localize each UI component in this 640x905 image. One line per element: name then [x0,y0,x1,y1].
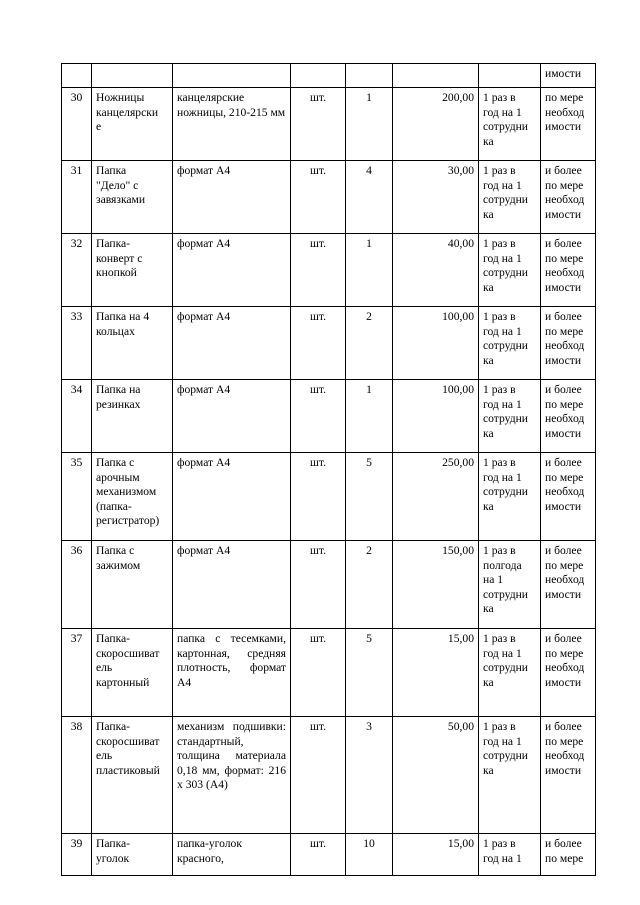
item-note: и более по мере необход имости [541,717,596,834]
table-row [62,64,596,88]
item-description: папка-уголок красного, [173,834,291,876]
item-number: 39 [62,834,92,876]
item-quantity [346,64,393,88]
table-row [62,161,596,234]
item-description: формат А4 [173,380,291,453]
item-unit: шт. [291,161,346,234]
item-note: и более по мере необход имости [541,541,596,629]
item-unit: шт. [291,453,346,541]
item-number: 34 [62,380,92,453]
item-price: 200,00 [393,88,479,161]
item-quantity: 1 [346,234,393,307]
table-row [62,234,596,307]
item-quantity: 3 [346,717,393,834]
item-quantity: 5 [346,629,393,717]
item-unit: шт. [291,88,346,161]
item-frequency [479,64,541,88]
item-price: 40,00 [393,234,479,307]
item-number: 35 [62,453,92,541]
item-price: 30,00 [393,161,479,234]
item-number: 36 [62,541,92,629]
item-number: 38 [62,717,92,834]
item-number: 33 [62,307,92,380]
item-frequency: 1 раз в год на 1 сотрудни ка [479,629,541,717]
item-description [173,64,291,88]
item-name: Папка- уголок [92,834,173,876]
item-number: 31 [62,161,92,234]
item-price: 50,00 [393,717,479,834]
item-price: 100,00 [393,380,479,453]
item-price: 15,00 [393,834,479,876]
item-quantity: 5 [346,453,393,541]
item-name: Папка- конверт с кнопкой [92,234,173,307]
item-name: Папка на 4 кольцах [92,307,173,380]
item-number: 30 [62,88,92,161]
item-price: 150,00 [393,541,479,629]
item-unit: шт. [291,629,346,717]
item-quantity: 2 [346,307,393,380]
item-note: и более по мере необход имости [541,380,596,453]
item-price: 100,00 [393,307,479,380]
table-row [62,307,596,380]
item-frequency: 1 раз в год на 1 сотрудни ка [479,453,541,541]
item-frequency: 1 раз в год на 1 сотрудни ка [479,717,541,834]
item-note: и более по мере необход имости [541,307,596,380]
item-name: Папка "Дело" с завязками [92,161,173,234]
item-quantity: 1 [346,88,393,161]
item-name: Папка с зажимом [92,541,173,629]
table-row [62,834,596,876]
table-row [62,541,596,629]
item-quantity: 2 [346,541,393,629]
item-description: формат А4 [173,234,291,307]
item-frequency: 1 раз в год на 1 сотрудни ка [479,234,541,307]
item-unit: шт. [291,234,346,307]
item-unit: шт. [291,834,346,876]
item-quantity: 10 [346,834,393,876]
item-unit: шт. [291,541,346,629]
item-frequency: 1 раз в год на 1 сотрудни ка [479,161,541,234]
item-description: механизм подшивки: стандартный, толщина материала 0,18 мм, формат: 216 x 303 (А4) [173,717,291,834]
item-name: Ножницы канцелярски е [92,88,173,161]
table-row [62,380,596,453]
item-name [92,64,173,88]
table-row [62,453,596,541]
item-description: формат А4 [173,161,291,234]
item-note: по мере необход имости [541,88,596,161]
item-description: формат А4 [173,307,291,380]
item-name: Папка- скоросшиват ель пластиковый [92,717,173,834]
item-note: и более по мере необход имости [541,453,596,541]
item-frequency: 1 раз в год на 1 сотрудни ка [479,307,541,380]
item-frequency: 1 раз в полгода на 1 сотрудни ка [479,541,541,629]
table-row [62,717,596,834]
item-description: папка с тесемками, картонная, средняя плотность, формат А4 [173,629,291,717]
item-description: формат А4 [173,453,291,541]
table-row [62,629,596,717]
item-number: 32 [62,234,92,307]
item-unit [291,64,346,88]
table-row [62,88,596,161]
item-quantity: 4 [346,161,393,234]
item-number: 37 [62,629,92,717]
item-note: и более по мере необход имости [541,161,596,234]
item-name: Папка на резинках [92,380,173,453]
item-frequency: 1 раз в год на 1 [479,834,541,876]
item-description: канцелярские ножницы, 210-215 мм [173,88,291,161]
item-quantity: 1 [346,380,393,453]
item-note: и более по мере [541,834,596,876]
item-description: формат А4 [173,541,291,629]
item-note: и более по мере необход имости [541,629,596,717]
item-note: и более по мере необход имости [541,234,596,307]
supplies-table [61,63,596,876]
item-price [393,64,479,88]
item-name: Папка с арочным механизмом (папка- регистратор) [92,453,173,541]
item-unit: шт. [291,307,346,380]
item-name: Папка- скоросшиват ель картонный [92,629,173,717]
item-number [62,64,92,88]
item-note: имости [541,64,596,88]
item-unit: шт. [291,380,346,453]
item-frequency: 1 раз в год на 1 сотрудни ка [479,88,541,161]
item-price: 250,00 [393,453,479,541]
item-price: 15,00 [393,629,479,717]
item-unit: шт. [291,717,346,834]
item-frequency: 1 раз в год на 1 сотрудни ка [479,380,541,453]
